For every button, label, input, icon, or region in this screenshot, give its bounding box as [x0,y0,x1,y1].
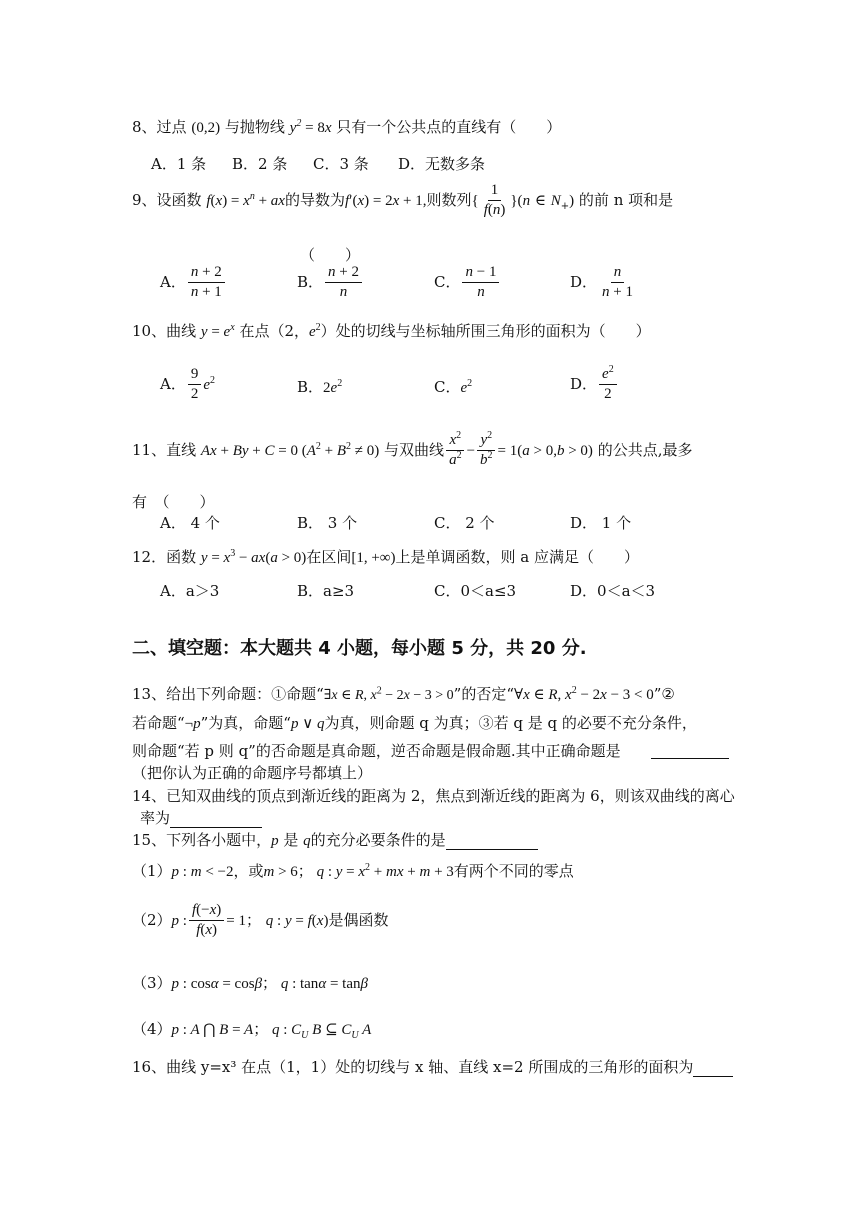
question-9: 9、设函数 $f(x) = x^n$ + ax的导数为f′(x) = 2x + 1,则数列{ $\frac{1}{f(n)}$ }(n ∈ $N_+$) 的前 n 项和是 [132,182,674,219]
q9-option-c: C． $\frac{n - 1}{n}$ [434,264,501,302]
q11-option-b: B． 3 个 [297,514,358,532]
q15-answer-blank[interactable] [446,835,538,850]
q10-option-d: D． $\frac{e^2}{2}$ [570,366,619,404]
question-12: 12．函数 $y = x^3 - ax(a > 0)$在区间[1, +∞)上是单调函数，则 a 应满足（ ） [132,548,639,566]
q15-item-1: （1）p : m < −2，或m > 6； q : $y = x^2$ + mx + m + 3有两个不同的零点 [132,862,574,880]
question-13-line4: （把你认为正确的命题序号都填上） [132,764,373,782]
q10-option-c: C．$e^2$ [434,378,473,396]
q8-option-c: C．3 条 [313,155,369,173]
q9-option-b: B． $\frac{n + 2}{n}$ [297,264,364,302]
q10-option-b: B．$2e^2$ [297,378,343,396]
question-13-line2: 若命题“¬p”为真，命题“p ∨ q为真，则命题 q 为真；③若 q 是 q 的必要不充分条件， [132,714,697,732]
q8-option-a: A．1 条 [151,155,207,173]
math-derivative: f′(x) = 2x + 1, [344,192,427,209]
q12-option-a: A．a＞3 [160,582,220,600]
math-function: $f(x) = x^n$ + ax [206,190,285,209]
q8-option-d: D．无数多条 [398,155,486,173]
q9-answer-paren: （ ） [300,246,361,264]
question-13-line1: 13、给出下列命题：①命题“∃x ∈ R, $x^2 - 2x - 3 > 0$”的否定“∀x ∈ R, $x^2 - 2x - 3$ < 0”② [132,685,675,703]
question-13-line3: 则命题“若 p 则 q”的否命题是真命题，逆否命题是假命题.其中正确命题是 [132,742,621,760]
q9-option-d: D． $\frac{n}{n + 1}$ [570,264,633,301]
question-8: 8、过点 (0,2) 与抛物线 $y^2 = 8x$ 只有一个公共点的直线有（ ） [132,118,562,136]
question-10: 10、曲线 $y = e^x$ 在点（2，$e^2$）处的切线与坐标轴所围三角形的面积为（ ） [132,322,651,340]
q11-option-a: A． 4 个 [160,514,220,532]
q8-option-b: B．2 条 [232,155,288,173]
q12-option-b: B．a≥3 [297,582,355,600]
q14-answer-blank[interactable] [170,813,262,828]
q9-option-a: A． $\frac{n + 2}{n + 1}$ [160,264,227,302]
math-parabola: $y^2 = 8x$ [289,118,332,136]
math-fraction: $\frac{1}{f(n)}$ [483,182,506,219]
math-point: (0,2) [191,120,221,136]
q11-option-c: C． 2 个 [434,514,495,532]
q15-item-2: （2）p : $\frac{f(-x)}{f(x)}$ = 1； q : y = f(x)是偶函数 [132,902,389,939]
q11-option-d: D． 1 个 [570,514,632,532]
q15-item-3: （3）p : cosα = cosβ； q : tanα = tanβ [132,974,368,992]
section-heading: 二、填空题：本大题共 4 小题，每小题 5 分，共 20 分. [132,638,587,659]
question-15-line1: 15、下列各小题中，p 是 q的充分必要条件的是 [132,829,538,850]
q12-option-d: D．0＜a＜3 [570,582,656,600]
question-14-line2: 率为 [140,807,262,828]
q13-answer-blank[interactable] [651,744,729,759]
q12-option-c: C．0＜a≤3 [434,582,517,600]
q11-line2: 有 （ ） [132,493,215,511]
question-16: 16、曲线 y=x³ 在点（1，1）处的切线与 x 轴、直线 x=2 所围成的三角形的面积为 [132,1056,733,1077]
q10-option-a: A． $\frac{9}{2}$ $e^2$ [160,366,216,403]
q15-item-4: （4）p : A ⋂ B = A； q : $C_U$ B ⊆ $C_U$ A [132,1020,372,1041]
q16-answer-blank[interactable] [693,1062,733,1077]
question-11: 11、直线 Ax + By + C = 0 $(A^2 + B^2 \ne 0)$ 与双曲线 $\frac{x^2}{a^2}$ − $\frac{y^2}{b^2}$ = 1(a > 0,b > 0) 的公共点,最多 [132,430,693,469]
question-14-line1: 14、已知双曲线的顶点到渐近线的距离为 2，焦点到渐近线的距离为 6，则该双曲线的离心 [132,787,735,805]
